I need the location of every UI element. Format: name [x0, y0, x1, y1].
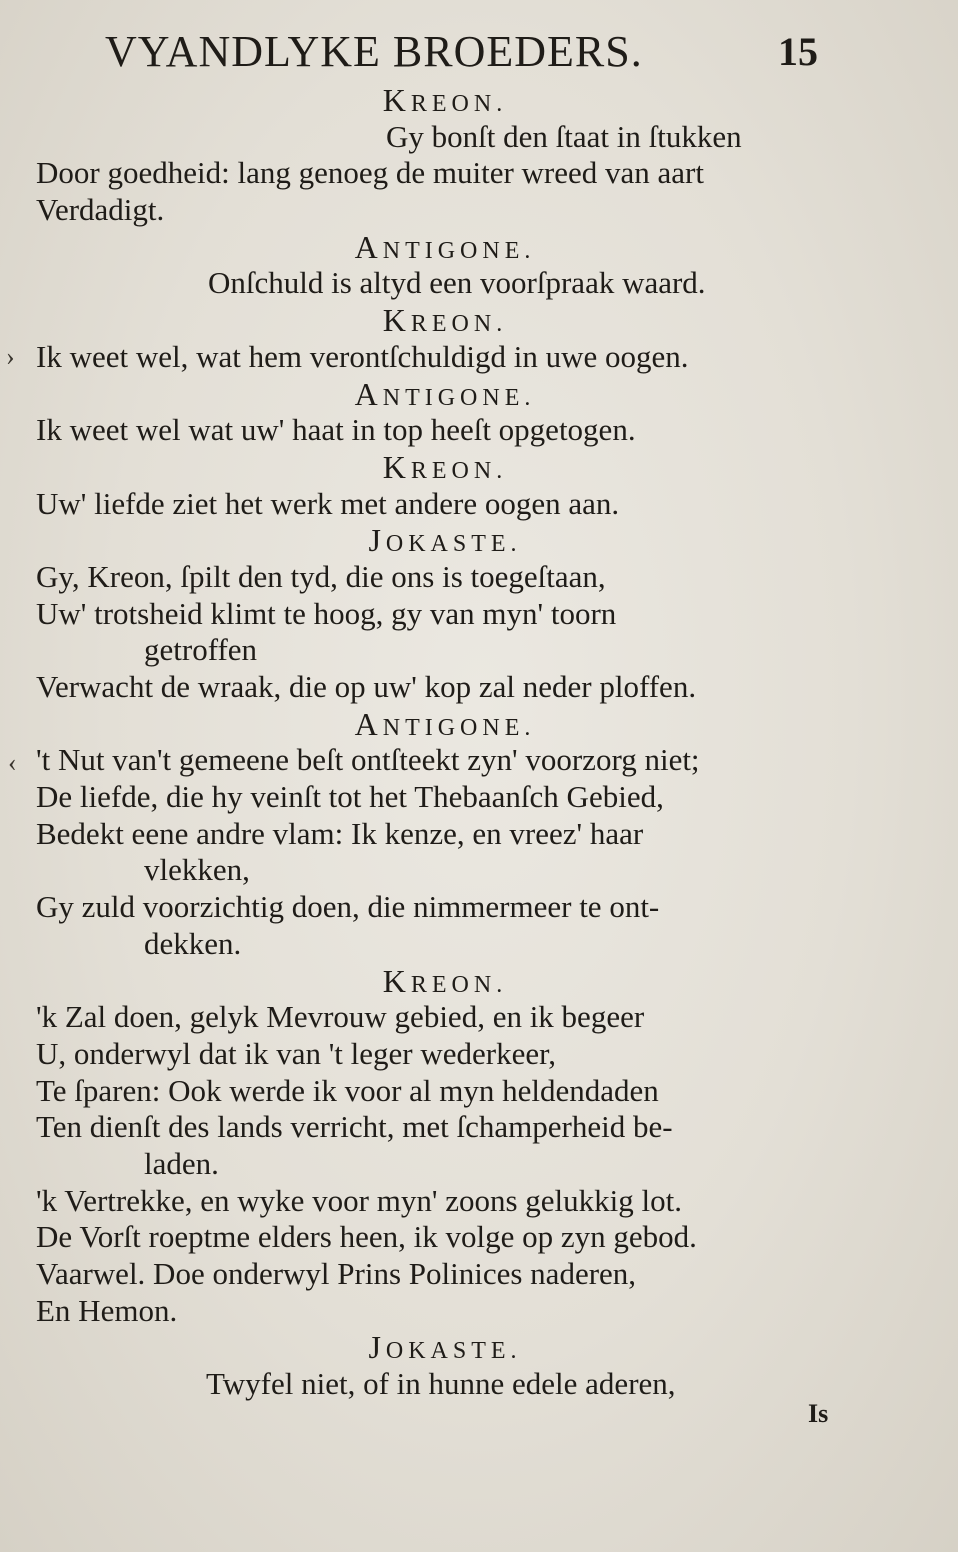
speaker-name: JOKASTE. — [368, 522, 522, 559]
verse-continuation: getroffen — [144, 632, 258, 668]
verse-line: En Hemon. — [36, 1292, 178, 1328]
margin-mark: ‹ — [8, 748, 17, 777]
page-header — [0, 22, 958, 82]
verse-line: Vaarwel. Doe onderwyl Prins Polinices naderen, — [36, 1256, 637, 1291]
verse-line: Gy, Kreon, ſpilt den tyd, die ons is toegeſtaan, — [36, 558, 606, 594]
catchword: Is — [808, 1399, 829, 1428]
verse-line: Bedekt eene andre vlam: Ik kenze, en vreez' haar — [36, 815, 644, 851]
verse-continuation: laden. — [144, 1145, 219, 1181]
running-title: VYANDLYKE BROEDERS. — [105, 27, 643, 76]
page-number: 15 — [778, 29, 818, 74]
verse-line: Ten dienſt des lands verricht, met ſchamperheid be- — [36, 1109, 673, 1145]
speaker-name: ANTIGONE. — [354, 375, 536, 412]
verse-line: Ik weet wel, wat hem verontſchuldigd in uwe oogen. — [36, 338, 689, 374]
play-text — [0, 82, 958, 1403]
verse-line: U, onderwyl dat ik van 't leger wederkeer, — [36, 1035, 556, 1071]
speaker-name: KREON. — [382, 448, 508, 485]
verse-line: Gy zuld voorzichtig doen, die nimmermeer te ont- — [36, 889, 660, 925]
verse-line: Ik weet wel wat uw' haat in top heeſt opgetogen. — [36, 412, 636, 448]
verse-line: Door goedheid: lang genoeg de muiter wreed van aart — [36, 155, 704, 191]
verse-line: Twyfel niet, of in hunne edele aderen, — [206, 1366, 676, 1402]
verse-line: Gy bonſt den ſtaat in ſtukken — [386, 118, 742, 154]
verse-line: De Vorſt roeptme elders heen, ik volge op zyn gebod. — [36, 1219, 697, 1255]
speaker-name: ANTIGONE. — [354, 228, 536, 265]
speaker-name: ANTIGONE. — [354, 705, 536, 742]
speaker-name: KREON. — [382, 82, 508, 118]
verse-continuation: dekken. — [144, 925, 242, 961]
verse-line: Uw' trotsheid klimt te hoog, gy van myn' toorn — [36, 595, 617, 631]
verse-line: 't Nut van't gemeene beſt ontſteekt zyn' voorzorg niet; — [36, 742, 700, 778]
verse-line: De liefde, die hy veinſt tot het Thebaanſch Gebied, — [36, 779, 664, 815]
speaker-name: KREON. — [382, 302, 508, 339]
verse-line: 'k Zal doen, gelyk Mevrouw gebied, en ik begeer — [36, 999, 645, 1035]
speaker-name: JOKASTE. — [368, 1329, 522, 1366]
speaker-name: KREON. — [382, 962, 508, 999]
verse-line: Uw' liefde ziet het werk met andere oogen aan. — [36, 485, 620, 521]
verse-continuation: vlekken, — [144, 852, 250, 888]
verse-line: Verdadigt. — [36, 192, 165, 228]
verse-line: Onſchuld is altyd een voorſpraak waard. — [208, 265, 706, 301]
verse-line: 'k Vertrekke, en wyke voor myn' zoons gelukkig lot. — [36, 1182, 682, 1218]
verse-line: Verwacht de wraak, die op uw' kop zal neder ploffen. — [36, 669, 697, 704]
margin-mark: › — [6, 342, 15, 371]
verse-line: Te ſparen: Ook werde ik voor al myn heldendaden — [36, 1072, 659, 1108]
